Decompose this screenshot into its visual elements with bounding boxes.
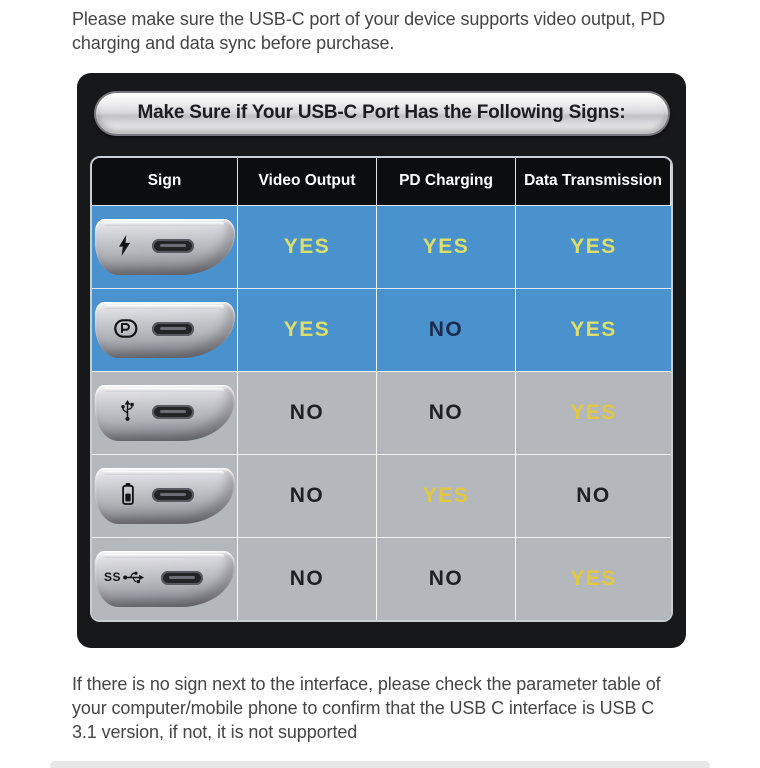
data-transmission-value: YES	[516, 288, 671, 371]
sign-cell	[92, 537, 238, 620]
column-header-sign: Sign	[92, 158, 238, 205]
pd-charging-value: YES	[377, 205, 516, 288]
usbc-port	[161, 571, 203, 585]
sign-cell	[92, 454, 238, 537]
data-transmission-value: YES	[516, 205, 671, 288]
data-transmission-value: NO	[516, 454, 671, 537]
usbc-port	[152, 322, 194, 336]
bottom-note: If there is no sign next to the interface, please check the parameter table of your computer/mobile phone to confirm that the USB C interface is USB C 3.1 version, if not, it is not supported	[72, 673, 661, 742]
video-output-value: YES	[238, 288, 377, 371]
pd-charging-value: NO	[377, 371, 516, 454]
table-body	[92, 205, 671, 620]
video-output-value: NO	[238, 454, 377, 537]
laptop-edge-photo	[95, 302, 235, 358]
sign-cell	[92, 205, 238, 288]
pd-charging-value: YES	[377, 454, 516, 537]
table-header-row	[92, 158, 671, 205]
usb-icon	[120, 400, 135, 422]
laptop-lid-seam	[104, 471, 224, 476]
usbc-port	[152, 405, 194, 419]
ss-label: SS	[104, 570, 122, 585]
table-row	[92, 537, 671, 620]
sign-cell	[92, 371, 238, 454]
panel-title: Make Sure if Your USB-C Port Has the Following Signs:	[137, 102, 626, 124]
thunderbolt-icon	[118, 235, 131, 256]
laptop-lid-seam	[104, 222, 224, 227]
column-header-video-output: Video Output	[238, 158, 377, 205]
next-section-edge	[50, 761, 710, 768]
usb-ss-icon	[104, 570, 144, 585]
info-panel	[77, 73, 686, 648]
data-transmission-value: YES	[516, 537, 671, 620]
laptop-edge-photo	[95, 468, 235, 524]
displayport-icon	[114, 319, 138, 338]
laptop-lid-seam	[104, 305, 224, 310]
table-row	[92, 288, 671, 371]
table-row	[92, 454, 671, 537]
laptop-edge-photo	[95, 385, 235, 441]
table-row	[92, 371, 671, 454]
usbc-compatibility-table	[90, 156, 673, 622]
laptop-edge-photo	[95, 219, 235, 275]
sign-cell	[92, 288, 238, 371]
usbc-port	[152, 239, 194, 253]
pd-charging-value: NO	[377, 537, 516, 620]
laptop-lid-seam	[104, 388, 224, 393]
laptop-edge-photo	[95, 551, 235, 607]
laptop-lid-seam	[104, 554, 224, 559]
top-note: Please make sure the USB-C port of your device supports video output, PD charging and data sync before purchase.	[72, 9, 666, 53]
usbc-port	[152, 488, 194, 502]
battery-icon	[122, 483, 134, 505]
panel-title-pill	[96, 93, 668, 134]
column-header-pd-charging: PD Charging	[377, 158, 516, 205]
video-output-value: NO	[238, 371, 377, 454]
data-transmission-value: YES	[516, 371, 671, 454]
pd-charging-value: NO	[377, 288, 516, 371]
video-output-value: NO	[238, 537, 377, 620]
video-output-value: YES	[238, 205, 377, 288]
table-row	[92, 205, 671, 288]
column-header-data-transmission: Data Transmission	[516, 158, 671, 205]
